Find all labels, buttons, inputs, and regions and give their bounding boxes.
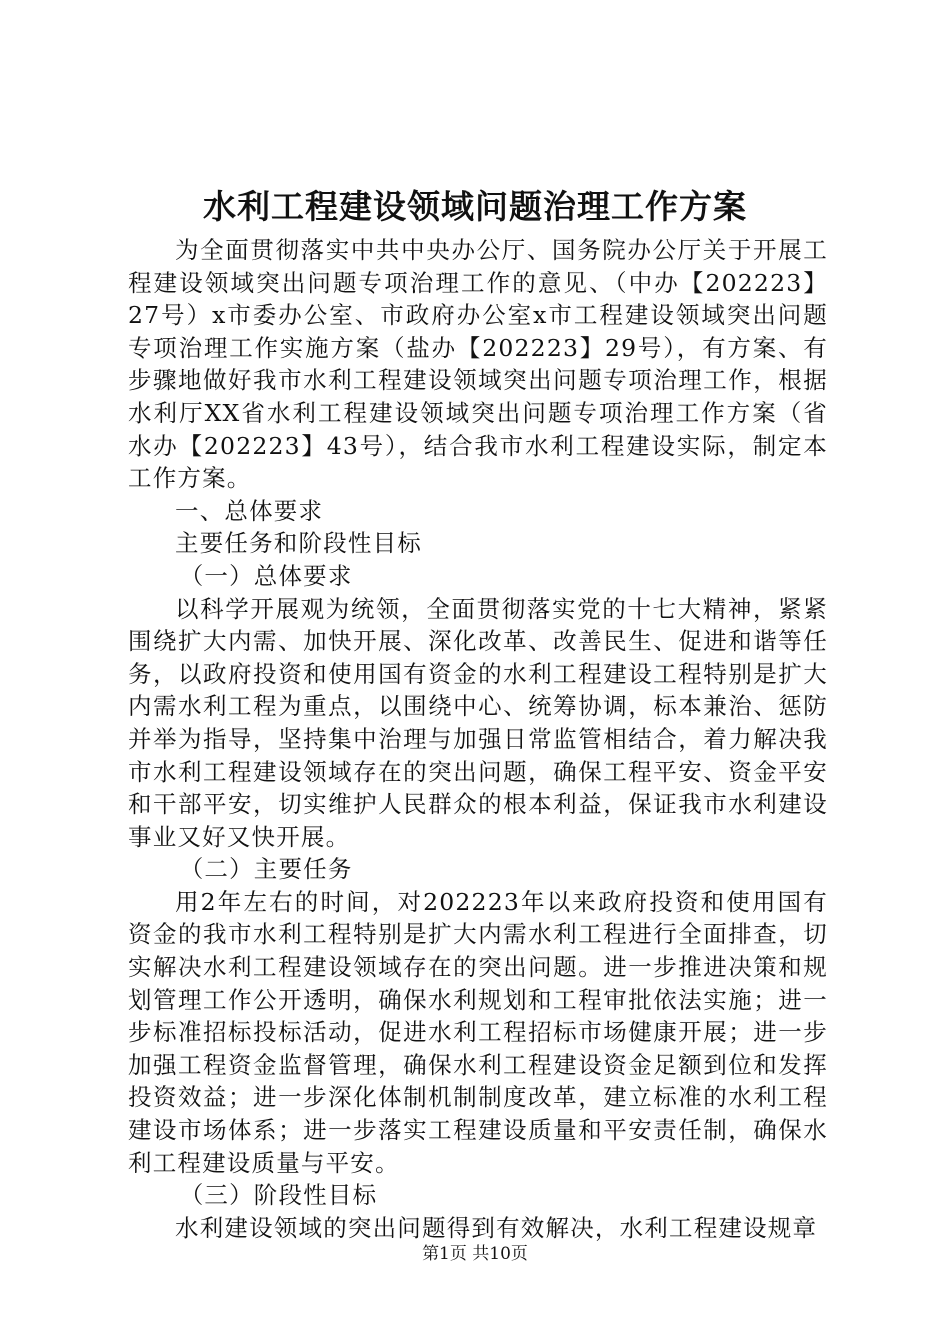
stage-goals-paragraph: 水利建设领域的突出问题得到有效解决，水利工程建设规章 <box>175 1213 818 1242</box>
main-tasks-paragraph: 用2年左右的时间，对202223年以来政府投资和使用国有资金的我市水利工程特别是扩大内需水利工程进行全面排查，切实解决水利工程建设领域存在的突出问题。进一步推进决策和规划管理工作公开透明，确保水利规划和工程审批依法实施；进一步标准招标投标活动，促进水利工程招标市场健康开展；进一步加强工程资金监督管理，确保水利工程建设资金足额到位和发挥投资效益；进一步深化体制机制制度改革，建立标准的水利工程建设市场体系；进一步落实工程建设质量和平安责任制，确保水利工程建设质量与平安。 <box>128 887 828 1177</box>
page-indicator: 第1页 共10页 <box>422 1244 528 1264</box>
section-heading-general-requirements: 一、总体要求 <box>175 496 324 525</box>
intro-paragraph: 为全面贯彻落实中共中央办公厅、国务院办公厅关于开展工程建设领域突出问题专项治理工作的意见、（中办【202223】27号）x市委办公室、市政府办公室x市工程建设领域突出问题专项治理工作实施方案（盐办【202223】29号），有方案、有步骤地做好我市水利工程建设领域突出问题专项治理工作，根据水利厅XX省水利工程建设领域突出问题专项治理工作方案（省水办【202223】43号），结合我市水利工程建设实际，制定本工作方案。 <box>128 236 828 493</box>
subsection-heading-2: （二）主要任务 <box>179 855 353 884</box>
general-requirements-paragraph: 以科学开展观为统领，全面贯彻落实党的十七大精神，紧紧围绕扩大内需、加快开展、深化改革、改善民生、促进和谐等任务，以政府投资和使用国有资金的水利工程建设工程特别是扩大内需水利工程为重点，以围绕中心、统筹协调，标本兼治、惩防并举为指导，坚持集中治理与加强日常监管相结合，着力解决我市水利工程建设领域存在的突出问题，确保工程平安、资金平安和干部平安，切实维护人民群众的根本利益，保证我市水利建设事业又好又快开展。 <box>128 594 828 851</box>
document-title: 水利工程建设领域问题治理工作方案 <box>203 187 747 226</box>
subsection-heading-3: （三）阶段性目标 <box>179 1181 378 1210</box>
document-body <box>128 234 828 1244</box>
section-heading-tasks-and-goals: 主要任务和阶段性目标 <box>175 529 422 558</box>
subsection-heading-1: （一）总体要求 <box>179 561 353 590</box>
